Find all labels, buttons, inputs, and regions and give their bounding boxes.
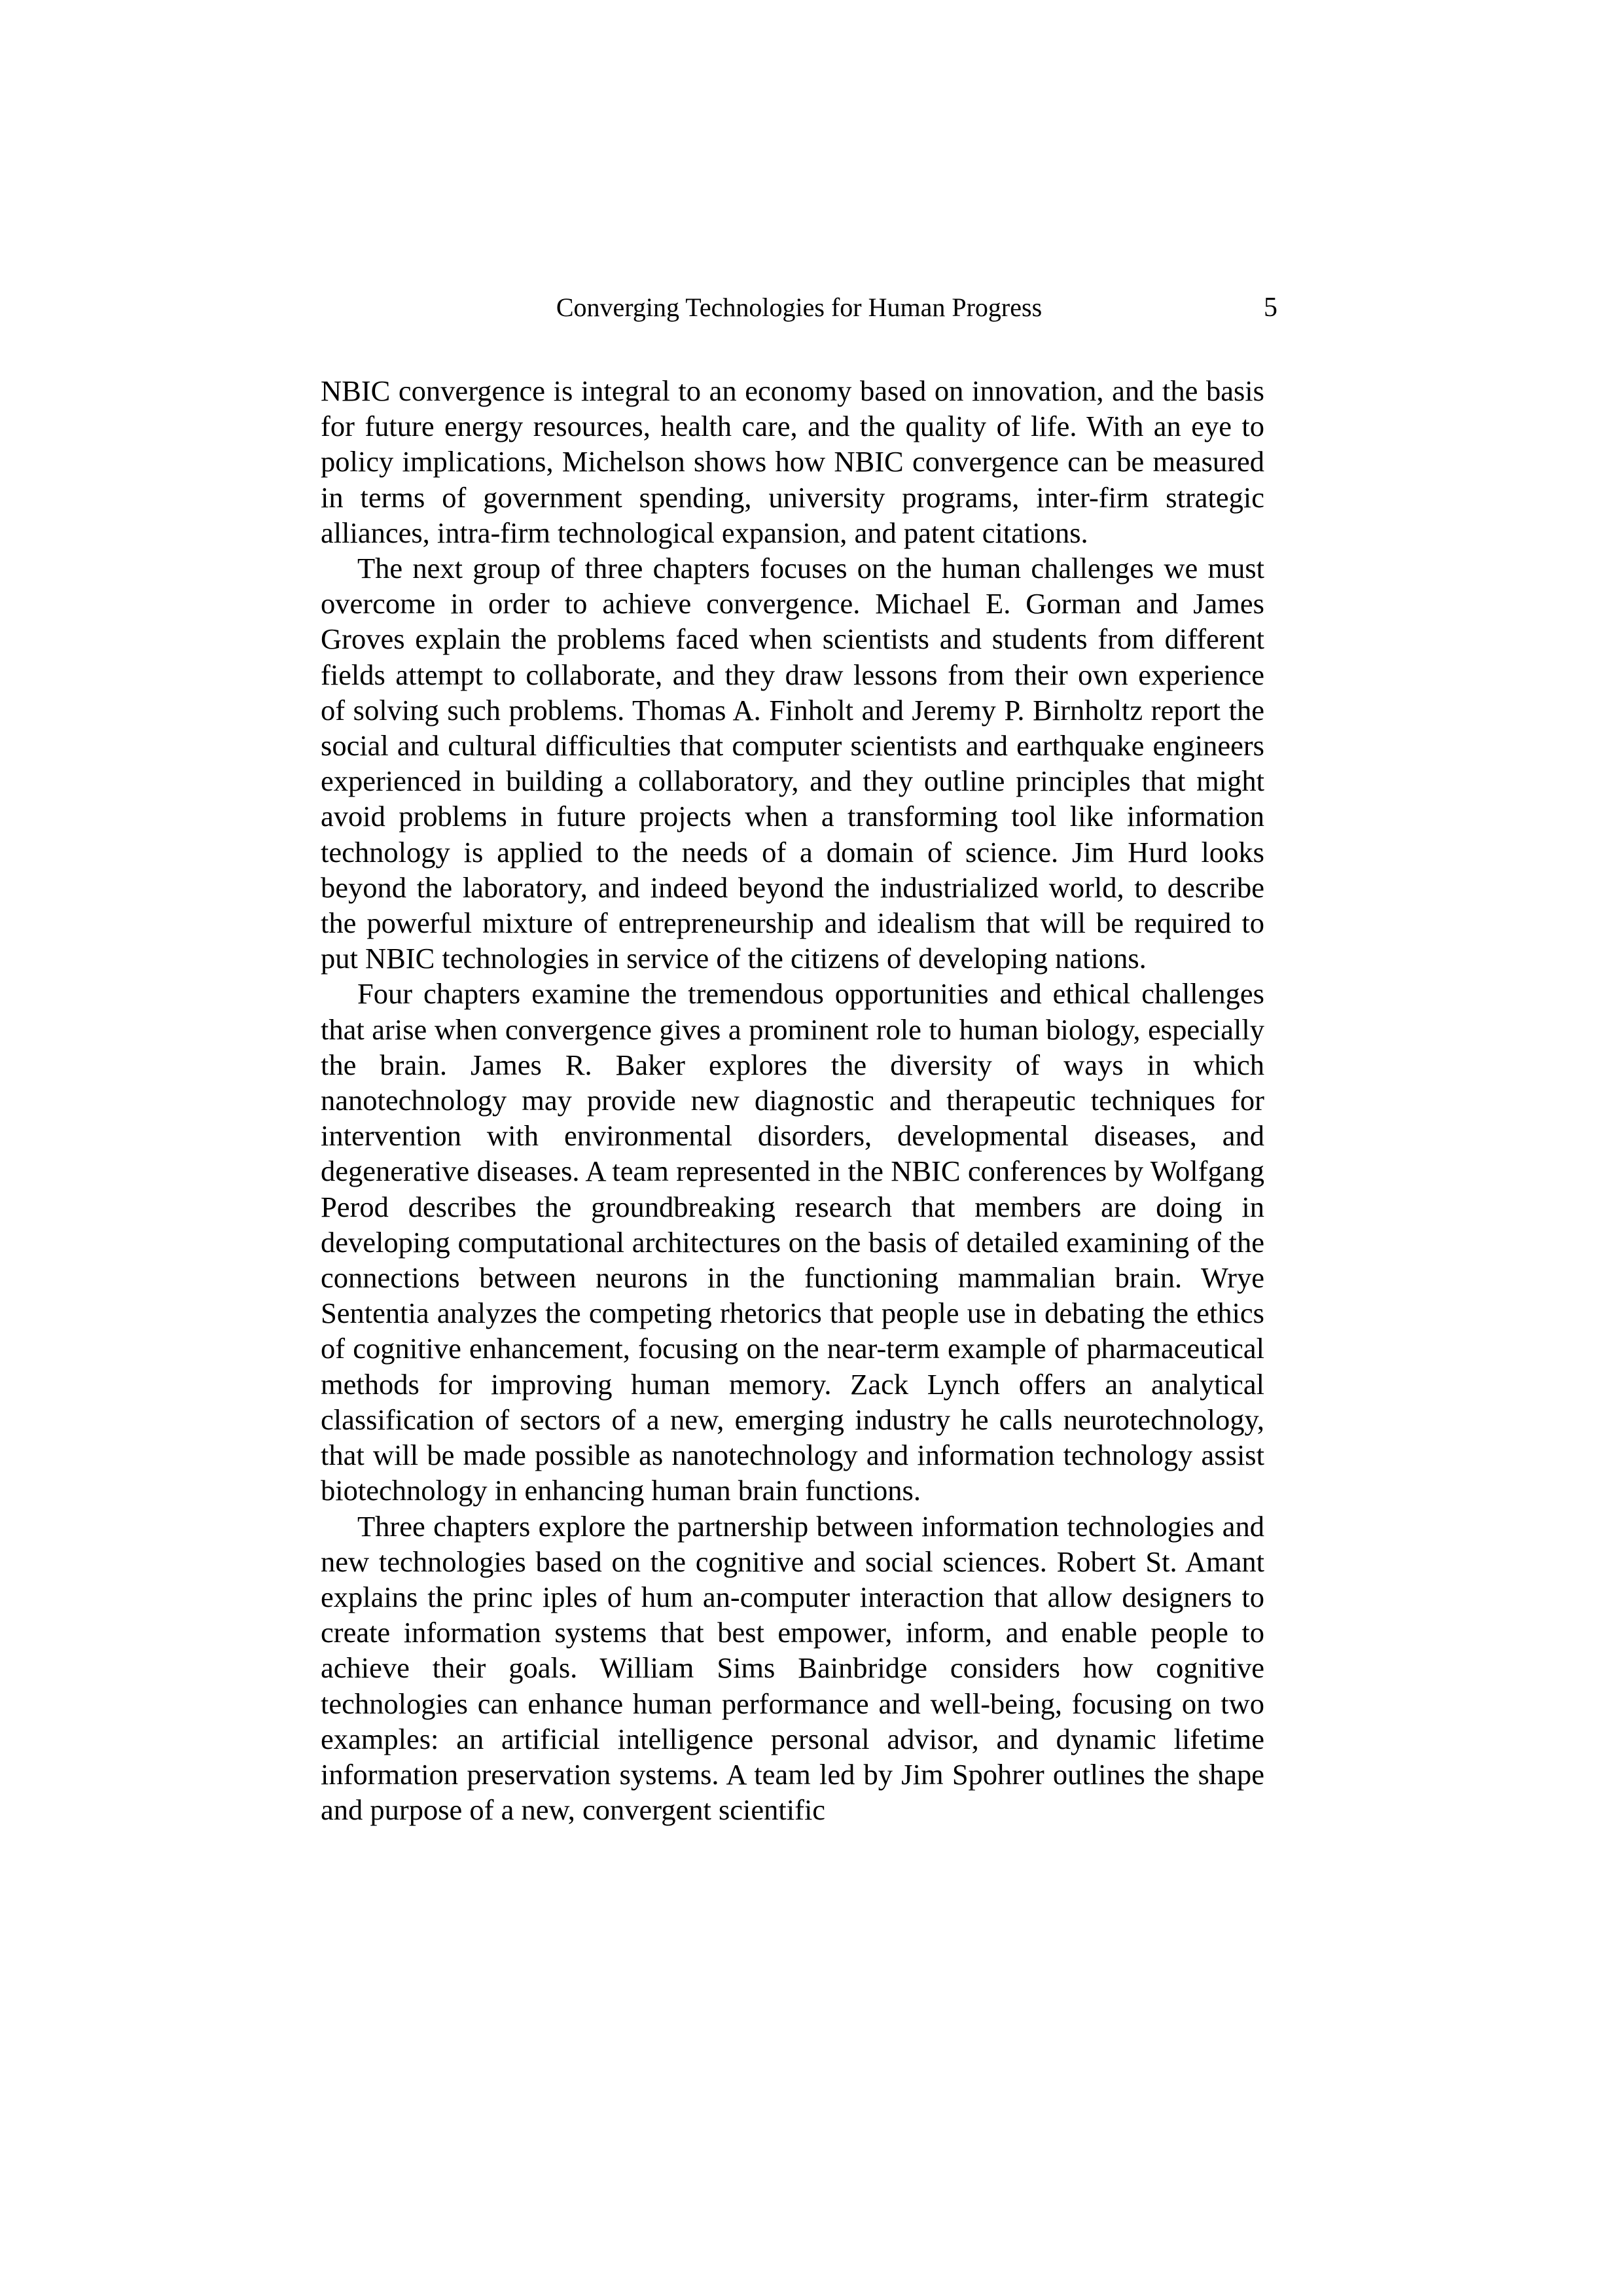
paragraph-1: NBIC convergence is integral to an economy based on innovation, and the basis for future energy resources, health care, and the quality of life. With an eye to policy implications, Michelson shows how NBIC convergence can be measured in terms of government spending, university programs, inter-firm strategic alliances, intra-firm technological expansion, and patent citations. [321, 374, 1264, 549]
running-header [321, 288, 1277, 327]
page-number: 5 [1264, 293, 1277, 323]
paragraph-4: Three chapters explore the partnership between information technologies and new technologies based on the cognitive and social sciences. Robert St. Amant explains the princ iples of hum an-computer interaction that allow designers to create information systems that best empower, inform, and enable people to achieve their goals. William Sims Bainbridge considers how cognitive technologies can enhance human performance and well-being, focusing on two examples: an artificial intelligence personal advisor, and dynamic lifetime information preservation systems. A team led by Jim Spohrer outlines the shape and purpose of a new, convergent scientific [321, 1509, 1264, 1827]
running-title: Converging Technologies for Human Progress [556, 293, 1043, 322]
body-text [321, 373, 1264, 1827]
paragraph-2: The next group of three chapters focuses on the human challenges we must overcome in order to achieve convergence. Michael E. Gorman and James Groves explain the problems faced when scientists and students from different fields attempt to collaborate, and they draw lessons from their own experience of solving such problems. Thomas A. Finholt and Jeremy P. Birnholtz report the social and cultural difficulties that computer scientists and earthquake engineers experienced in building a collaboratory, and they outline principles that might avoid problems in future projects when a transforming tool like information technology is applied to the needs of a domain of science. Jim Hurd looks beyond the laboratory, and indeed beyond the industrialized world, to describe the powerful mixture of entrepreneurship and idealism that will be required to put NBIC technologies in service of the citizens of developing nations. [321, 552, 1264, 975]
paragraph-3: Four chapters examine the tremendous opportunities and ethical challenges that arise when convergence gives a prominent role to human biology, especially the brain. James R. Baker explores the diversity of ways in which nanotechnology may provide new diagnostic and therapeutic techniques for intervention with environmental disorders, developmental diseases, and degenerative diseases. A team represented in the NBIC conferences by Wolfgang Perod describes the groundbreaking research that members are doing in developing computational architectures on the basis of detailed examining of the connections between neurons in the functioning mammalian brain. Wrye Sententia analyzes the competing rhetorics that people use in debating the ethics of cognitive enhancement, focusing on the near-term example of pharmaceutical methods for improving human memory. Zack Lynch offers an analytical classification of sectors of a new, emerging industry he calls neurotechnology, that will be made possible as nanotechnology and information technology assist biotechnology in enhancing human brain functions. [321, 977, 1264, 1507]
